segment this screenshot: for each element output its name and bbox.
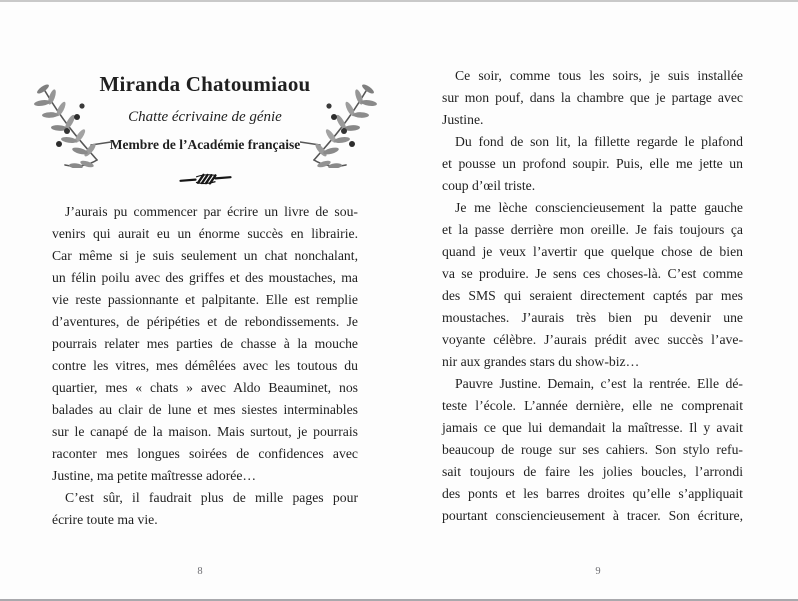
text-line: des ponts et les barres droites qu’elle s’appliquait [442,486,743,501]
text-line: sait toujours de faire les jolies boucles, l’arrondi [442,464,743,479]
text-line: venirs qui aurait eu un énorme succès en librairie. [52,226,358,241]
text-line: et pousse un profond soupir. Puis, elle me jette un [442,156,743,171]
viewer-top-edge [0,0,798,2]
chapter-affiliation: Membre de l’Académie française [109,137,301,152]
text-line: contre les vitres, mes démêlées avec les toutous du [52,358,358,373]
text-line: Je me lèche consciencieusement la patte gauche [455,200,743,215]
text-line: balades au clair de lune et mes siestes interminables [52,402,358,417]
text-line: écrire toute ma vie. [52,512,158,527]
text-line: raconter mes longues soirées de confidences avec [52,446,358,461]
left-page-number: 8 [197,566,203,577]
text-line: va se produire. Je sens ces choses-là. C’est comme [442,266,743,281]
text-line: vie reste passionnante et palpitante. Elle est remplie [52,292,358,307]
text-line: Ce soir, comme tous les soirs, je suis installée [455,68,743,83]
text-line: Pauvre Justine. Demain, c’est la rentrée. Elle dé- [455,376,743,391]
text-line: des SMS qui seraient directement captés par mes [442,288,743,303]
text-line: Justine, ma petite maîtresse adorée… [52,468,257,483]
text-line: d’aventures, de péripéties et de rebondissements. Je [52,314,358,329]
text-line: et la passe derrière mon oreille. Je fais toujours ça [442,222,743,237]
text-line: sur mon pouf, dans la chambre que je partage avec [442,90,743,105]
chapter-title: Miranda Chatoumiaou [99,72,311,96]
text-line: J’aurais pu commencer par écrire un livre de sou- [65,204,358,219]
text-line: coup d’œil triste. [442,178,536,193]
text-line: teste l’école. L’année dernière, elle ne comprenait [442,398,743,413]
text-line: beaucoup de rouge sur ses cahiers. Son stylo refu- [442,442,743,457]
right-page-number: 9 [595,566,601,577]
text-line: Justine. [442,112,484,127]
text-line: Car même si je suis seulement un chat nonchalant, [52,248,358,263]
text-line: quartier, mes « chats » avec Aldo Beauminet, nos [52,380,358,395]
left-page-text [52,201,358,531]
knot-divider-icon [179,172,232,186]
text-line: un félin poilu avec des griffes et des moustaches, ma [52,270,358,285]
text-line: pourtant consciencieusement à tracer. Son écriture, [442,508,743,523]
text-line: Du fond de son lit, la fillette regarde le plafond [455,134,743,149]
text-line: nir aux grandes stars du show-biz… [442,354,640,369]
text-line: moustaches. J’aurais très bien pu devenir une [442,310,743,325]
text-line: quand je veux l’avertir que quelque chose de bien [442,244,743,259]
text-line: jamais ce que lui demandait la maîtresse. Il y avait [442,420,743,435]
text-line: voyante célèbre. J’aurais prédit avec succès l’ave- [442,332,743,347]
text-line: sur le canapé de la maison. Mais surtout, je pourrais [52,424,358,439]
right-page-text [442,65,743,527]
chapter-subtitle: Chatte écrivaine de génie [128,109,282,125]
text-line: C’est sûr, il faudrait plus de mille pages pour [65,490,358,505]
text-line: pourrais relater mes parties de chasse à la mouche [52,336,358,351]
